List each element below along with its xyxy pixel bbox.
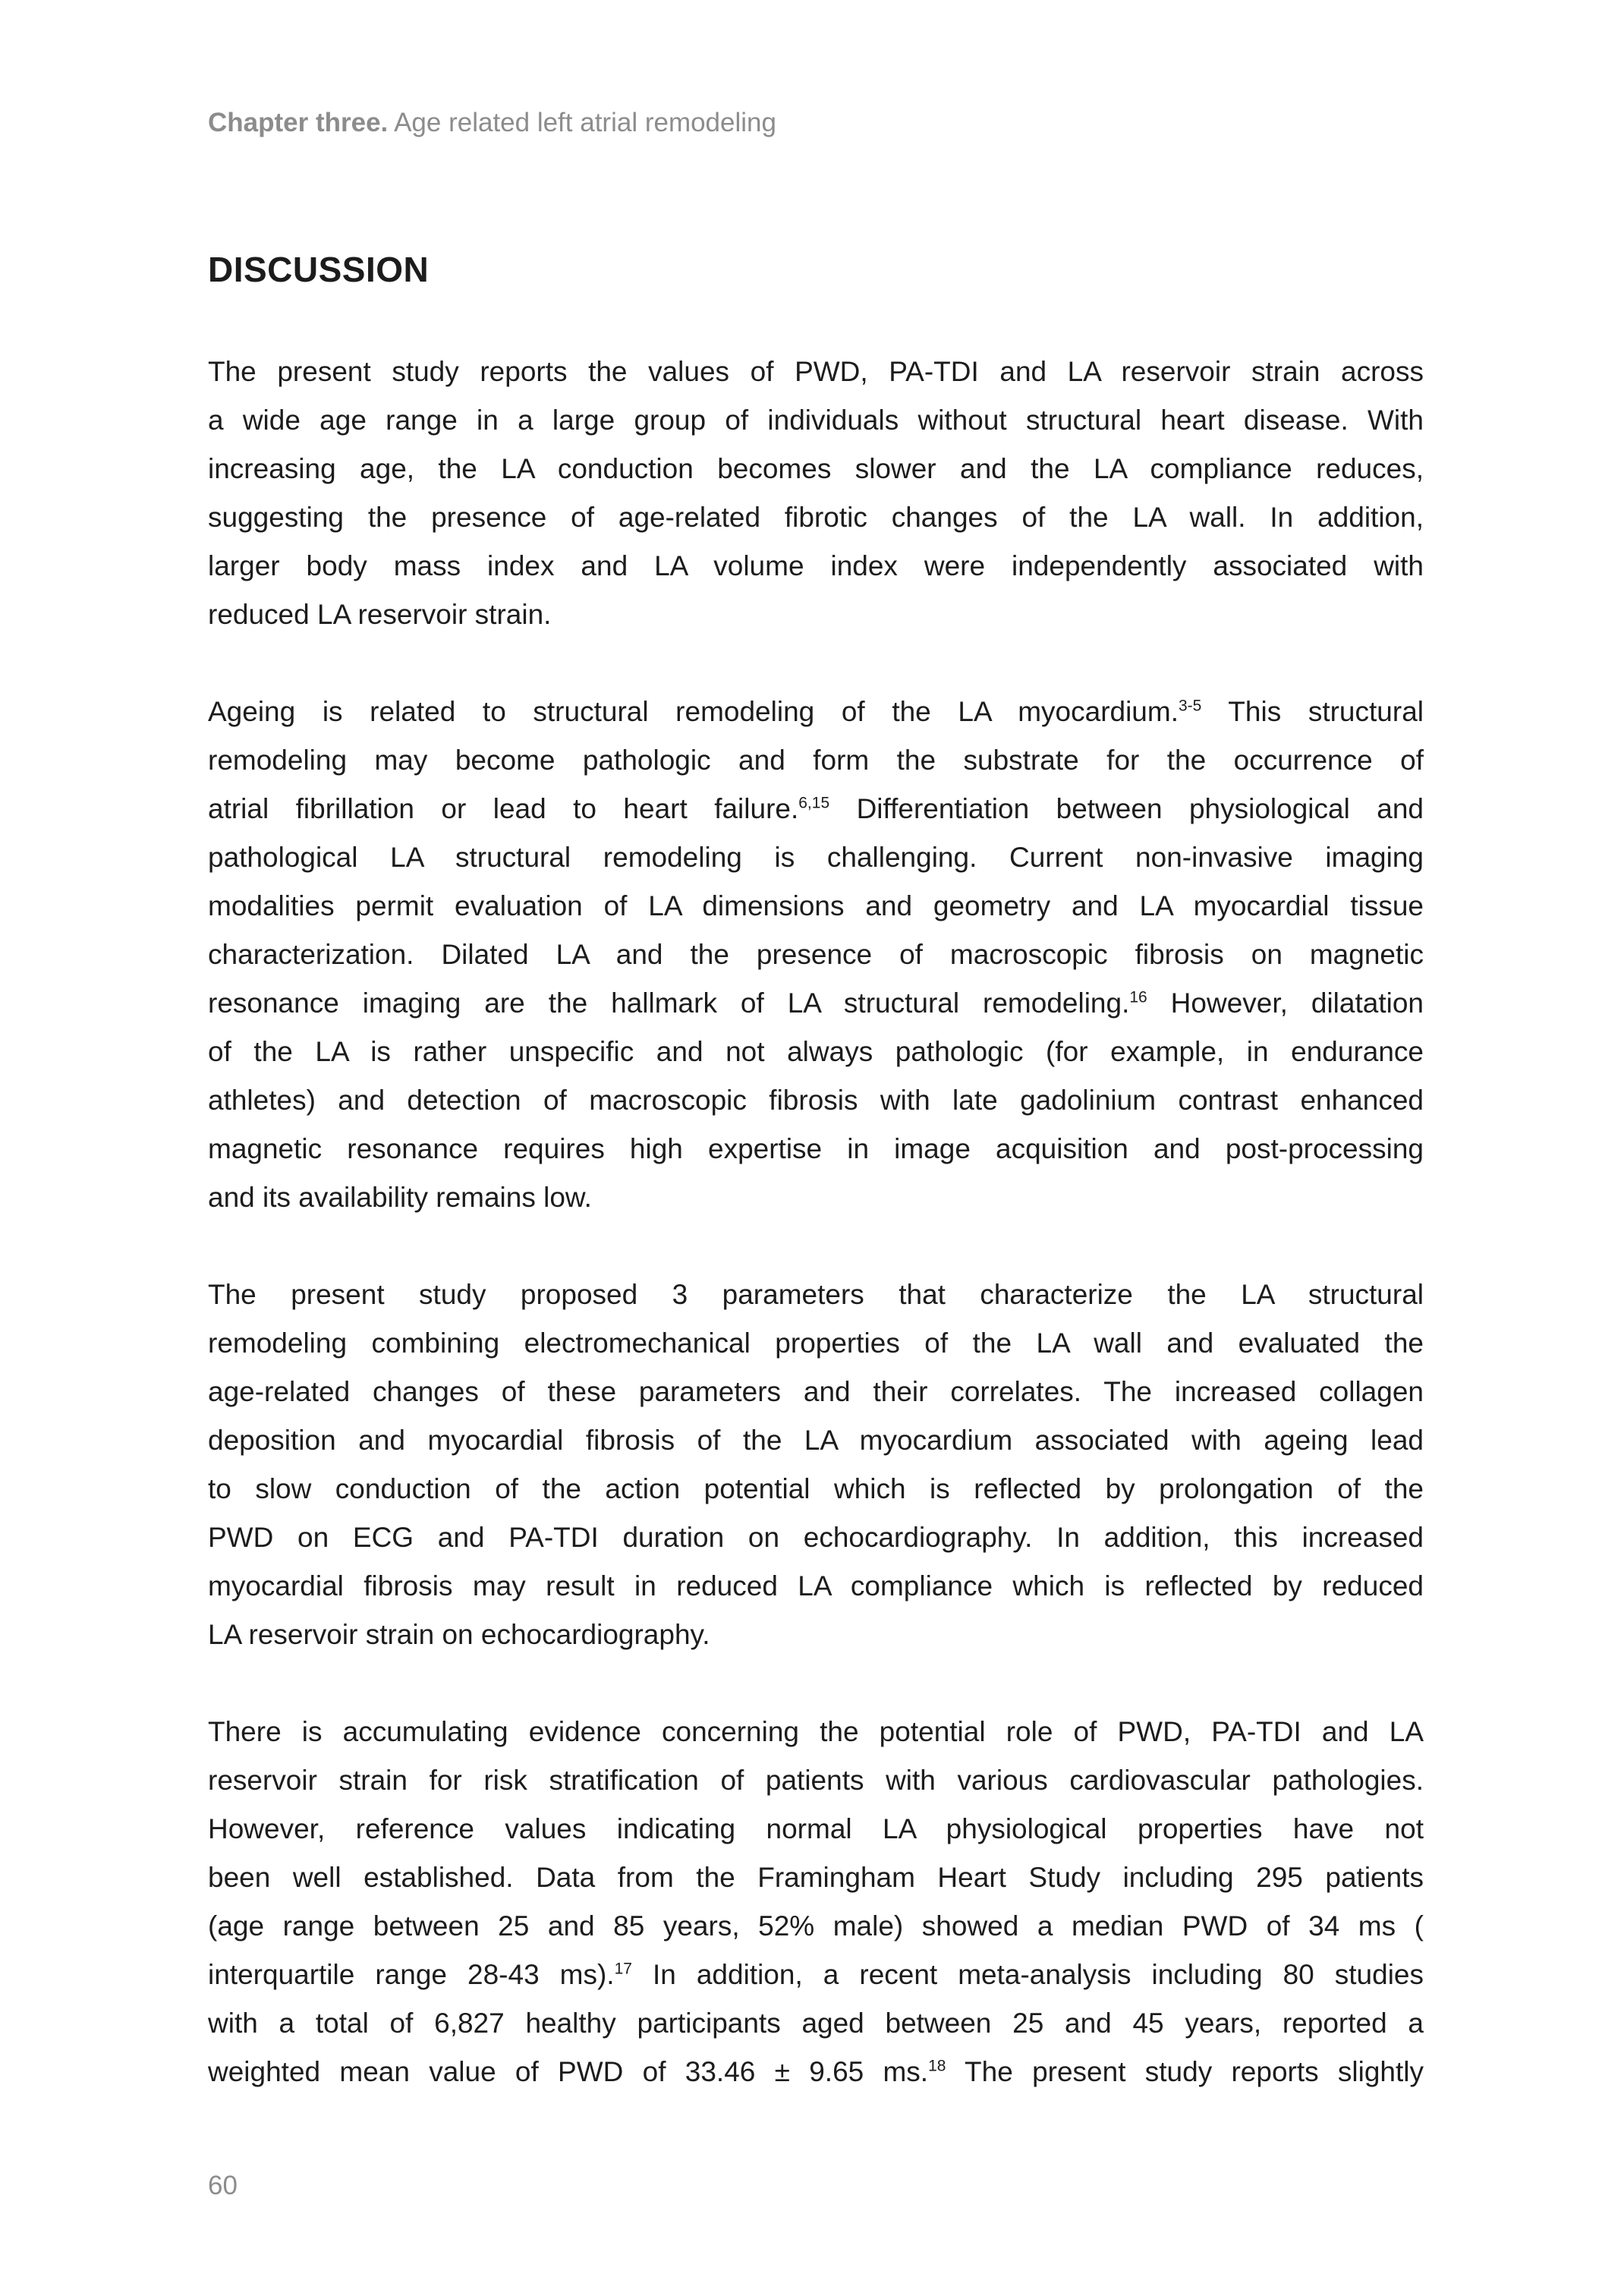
text-line: weighted mean value of PWD of 33.46 ± 9.65 ms.$^{18}$ The present study reports slightly (208, 2056, 1424, 2087)
text-line: a wide age range in a large group of individuals without structural heart disease. With (208, 405, 1424, 436)
text-line: increasing age, the LA conduction becomes slower and the LA compliance reduces, (208, 453, 1424, 484)
text-line: been well established. Data from the Framingham Heart Study including 295 patients (208, 1862, 1424, 1893)
running-head-chapter: Chapter three. (208, 108, 389, 137)
body-text (208, 348, 1424, 2145)
text-line: reduced LA reservoir strain. (208, 599, 552, 630)
text-line: interquartile range 28-43 ms).$^{17}$ In addition, a recent meta-analysis including 80 studies (208, 1959, 1424, 1990)
text-line: However, reference values indicating normal LA physiological properties have not (208, 1813, 1424, 1844)
running-head (208, 108, 776, 138)
text-line: larger body mass index and LA volume index were independently associated with (208, 550, 1424, 581)
text-line: pathological LA structural remodeling is challenging. Current non-invasive imaging (208, 842, 1424, 873)
text-line: athletes) and detection of macroscopic fibrosis with late gadolinium contrast enhanced (208, 1085, 1424, 1116)
text-line: resonance imaging are the hallmark of LA structural remodeling.$^{16}$ However, dilatation (208, 987, 1424, 1019)
text-line: magnetic resonance requires high expertise in image acquisition and post-processing (208, 1133, 1424, 1164)
citation-superscript: 16 (1129, 988, 1147, 1006)
paragraph (208, 688, 1424, 1222)
text-line: (age range between 25 and 85 years, 52% male) showed a median PWD of 34 ms ( (208, 1910, 1424, 1942)
paragraph (208, 1271, 1424, 1659)
text-line: atrial fibrillation or lead to heart failure.$^{6,15}$ Differentiation between physiological and (208, 793, 1424, 824)
page-number: 60 (208, 2171, 238, 2200)
paragraph (208, 1708, 1424, 2096)
text-line: of the LA is rather unspecific and not always pathologic (for example, in endurance (208, 1036, 1424, 1067)
text-line: remodeling may become pathologic and form the substrate for the occurrence of (208, 745, 1424, 776)
citation-superscript: 17 (614, 1960, 632, 1978)
text-line: and its availability remains low. (208, 1182, 592, 1213)
text-line: The present study proposed 3 parameters that characterize the LA structural (208, 1279, 1424, 1310)
text-line: myocardial fibrosis may result in reduced LA compliance which is reflected by reduced (208, 1570, 1424, 1601)
text-line: LA reservoir strain on echocardiography. (208, 1619, 710, 1650)
text-line: There is accumulating evidence concerning the potential role of PWD, PA-TDI and LA (208, 1716, 1424, 1747)
text-line: with a total of 6,827 healthy participants aged between 25 and 45 years, reported a (208, 2008, 1424, 2039)
citation-superscript: 3-5 (1179, 697, 1202, 715)
text-line: deposition and myocardial fibrosis of the LA myocardium associated with ageing lead (208, 1425, 1424, 1456)
section-heading: DISCUSSION (208, 250, 430, 289)
running-head-title: Age related left atrial remodeling (394, 108, 776, 137)
citation-superscript: 18 (928, 2057, 946, 2075)
citation-superscript: 6,15 (798, 794, 830, 812)
text-line: Ageing is related to structural remodeling of the LA myocardium.$^{3-5}$ This structural (208, 696, 1424, 727)
text-line: reservoir strain for risk stratification of patients with various cardiovascular pathologies. (208, 1765, 1424, 1796)
text-line: characterization. Dilated LA and the presence of macroscopic fibrosis on magnetic (208, 939, 1424, 970)
text-line: The present study reports the values of PWD, PA-TDI and LA reservoir strain across (208, 356, 1424, 387)
paragraph (208, 348, 1424, 639)
text-line: to slow conduction of the action potential which is reflected by prolongation of the (208, 1473, 1424, 1504)
text-line: remodeling combining electromechanical properties of the LA wall and evaluated the (208, 1327, 1424, 1359)
text-line: PWD on ECG and PA-TDI duration on echocardiography. In addition, this increased (208, 1522, 1424, 1553)
text-line: suggesting the presence of age-related fibrotic changes of the LA wall. In addition, (208, 502, 1424, 533)
text-line: age-related changes of these parameters and their correlates. The increased collagen (208, 1376, 1424, 1407)
text-line: modalities permit evaluation of LA dimensions and geometry and LA myocardial tissue (208, 890, 1424, 921)
